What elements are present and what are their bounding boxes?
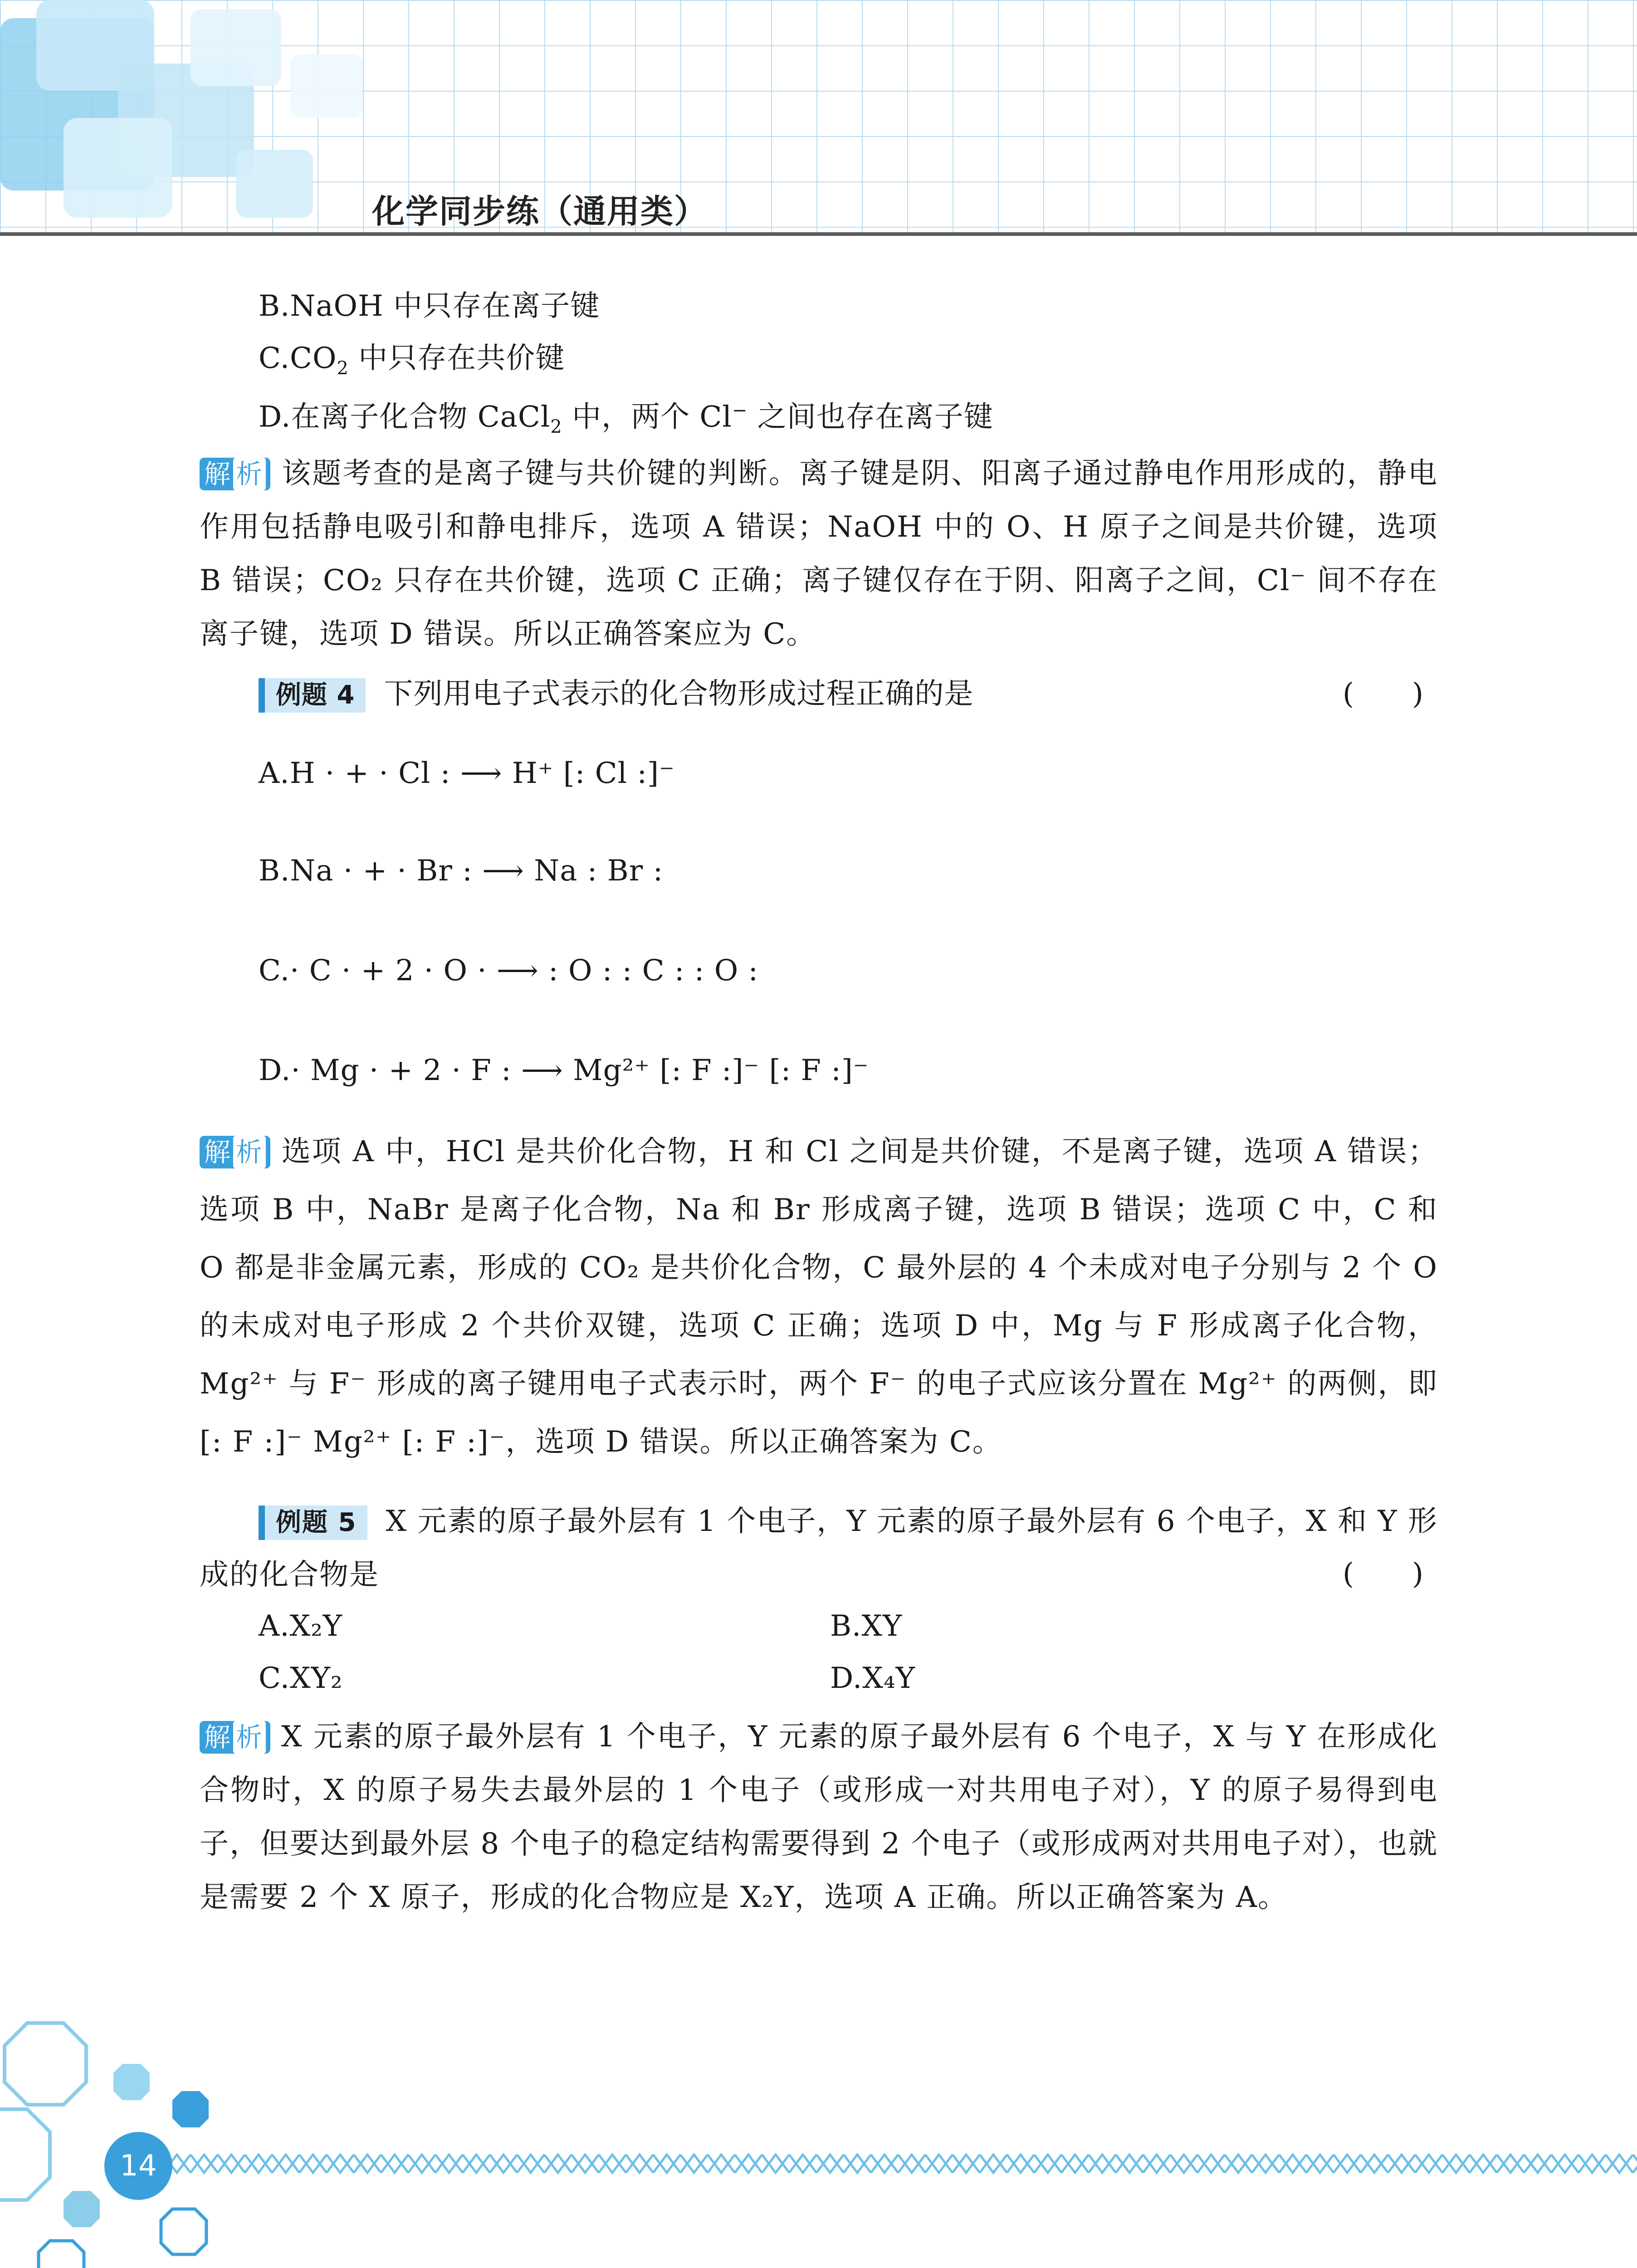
option-b: B.NaOH 中只存在离子键	[259, 289, 600, 323]
example-4-option-c: C.· C · + 2 · O · ⟶ : O : : C : : O :	[259, 954, 759, 987]
analysis-3: 解 析 X 元素的原子最外层有 1 个电子，Y 元素的原子最外层有 6 个电子，X 与 Y 在形成化合物时，X 的原子易失去最外层的 1 个电子（或形成一对共用电子对），Y 的原子易得到电子，但要达到最外层 8 个电子的稳定结构需要得到 2 个电子（或形成两对共用电子对），也就是需要 2 个 X 原子，形成的化合物应是 X₂Y，选项 A 正确。所以正确答案为 A。	[200, 1720, 1438, 1914]
analysis-tag: 解 析	[200, 1136, 270, 1168]
example-4-option-d: D.· Mg · + 2 · F : ⟶ Mg²⁺ [: F :]⁻ [: F :]⁻	[259, 1054, 869, 1087]
book-title: 化学同步练（通用类）	[372, 192, 708, 230]
example-5-option-b: B.XY	[830, 1609, 903, 1643]
example-5-option-a: A.X₂Y	[259, 1609, 343, 1643]
example-5-option-c: C.XY₂	[259, 1662, 343, 1695]
header-background	[0, 0, 1637, 236]
analysis-tag: 解 析	[200, 458, 270, 490]
example-4-option-b: B.Na · + · Br : ⟶ Na : Br :	[259, 854, 664, 888]
example-4-tag: 例题 4	[259, 678, 366, 713]
footer-wave-border	[136, 2150, 1637, 2177]
analysis-1: 解 析 该题考查的是离子键与共价键的判断。离子键是阴、阳离子通过静电作用形成的，静电作用包括静电吸引和静电排斥，选项 A 错误；NaOH 中的 O、H 原子之间是共价键，选项 B 错误；CO₂ 只存在共价键，选项 C 正确；离子键仅存在于阴、阳离子之间，Cl⁻ 间不存在离子键，选项 D 错误。所以正确答案应为 C。	[200, 457, 1438, 651]
example-4-question: 例题 4 下列用电子式表示的化合物形成过程正确的是	[259, 676, 973, 713]
option-c: $C.CO_2$ 中只存在共价键	[259, 342, 565, 379]
analysis-tag: 解 析	[200, 1721, 270, 1754]
analysis-2: 解 析 选项 A 中，HCl 是共价化合物，H 和 Cl 之间是共价键，不是离子键，选项 A 错误；选项 B 中，NaBr 是离子化合物，Na 和 Br 形成离子键，选项 B 错误；选项 C 中，C 和 O 都是非金属元素，形成的 CO₂ 是共价化合物，C 最外层的 4 个未成对电子分别与 2 个 O 的未成对电子形成 2 个共价双键，选项 C 正确；选项 D 中，Mg 与 F 形成离子化合物，Mg²⁺ 与 F⁻ 形成的离子键用电子式表示时，两个 F⁻ 的电子式应该分置在 Mg²⁺ 的两侧，即 [: F :]⁻ Mg²⁺ [: F :]⁻，选项 D 错误。所以正确答案为 C。	[200, 1135, 1438, 1459]
example-4-answer-blank: ( )	[1343, 677, 1423, 711]
header-rule	[0, 232, 1637, 236]
example-4-option-a: A.H · + · Cl : ⟶ H⁺ [: Cl :]⁻	[259, 757, 675, 790]
option-d: D.在离子化合物 CaCl$_2$ 中，两个 Cl− 之间也存在离子键	[259, 400, 993, 438]
example-5-tag: 例题 5	[259, 1505, 367, 1540]
example-5-option-d: D.X₄Y	[830, 1662, 915, 1695]
page-number: 14	[104, 2132, 172, 2200]
example-5-answer-blank: ( )	[1343, 1557, 1423, 1591]
example-5-question: 例题 5 X 元素的原子最外层有 1 个电子，Y 元素的原子最外层有 6 个电子，X 和 Y 形成的化合物是	[200, 1505, 1438, 1592]
